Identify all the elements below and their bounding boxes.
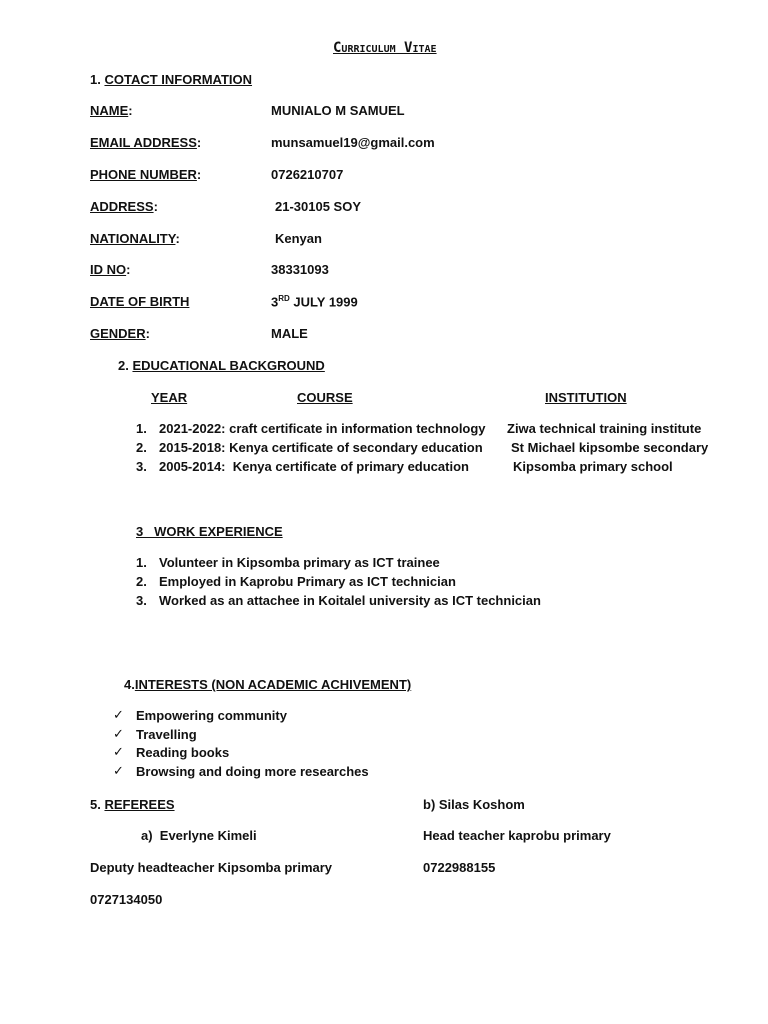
referee-a-phone: 0727134050	[90, 892, 163, 907]
course-column-header: COURSE	[297, 390, 353, 405]
list-item-num: 2.	[136, 440, 147, 455]
nationality-label: NATIONALITY:	[90, 231, 180, 246]
education-section-heading	[118, 358, 325, 373]
interest-item: Reading books	[136, 745, 230, 760]
id-label: ID NO:	[90, 262, 131, 277]
section-title: EDUCATIONAL BACKGROUND	[132, 358, 325, 373]
gender-label: GENDER:	[90, 326, 150, 341]
nationality-value: Kenyan	[275, 231, 322, 246]
list-item-num: 2.	[136, 574, 147, 589]
address-label: ADDRESS:	[90, 199, 158, 214]
id-value: 38331093	[271, 262, 329, 277]
education-item-institution: St Michael kipsombe secondary	[511, 440, 709, 455]
year-column-header: YEAR	[151, 390, 188, 405]
work-item-text: Worked as an attachee in Koitalel university as ICT technician	[159, 593, 541, 608]
referees-section-heading	[90, 797, 175, 812]
section-title: INTERESTS (NON ACADEMIC ACHIVEMENT)	[134, 677, 412, 692]
institution-column-header: INSTITUTION	[545, 390, 627, 405]
name-label: NAME:	[90, 103, 133, 118]
interest-item: Empowering community	[136, 708, 287, 723]
education-item-institution: Kipsomba primary school	[513, 459, 673, 474]
checkmark-icon	[113, 744, 124, 760]
section-title: COTACT INFORMATION	[104, 72, 253, 87]
interest-item: Travelling	[136, 727, 197, 742]
education-item-text: 2005-2014: Kenya certificate of primary education	[159, 459, 469, 474]
work-item-text: Volunteer in Kipsomba primary as ICT trainee	[159, 555, 440, 570]
name-value: MUNIALO M SAMUEL	[271, 103, 405, 118]
section-number: 4.	[124, 677, 135, 692]
education-item-text: 2021-2022: craft certificate in information technology	[159, 421, 486, 436]
referee-b-phone: 0722988155	[423, 860, 496, 875]
address-value: 21-30105 SOY	[275, 199, 362, 214]
page-title: Curriculum Vitae	[333, 40, 437, 56]
work-item-text: Employed in Kaprobu Primary as ICT technician	[159, 574, 456, 589]
referee-a-name: a) Everlyne Kimeli	[141, 828, 257, 843]
phone-value: 0726210707	[271, 167, 344, 182]
gender-value: MALE	[271, 326, 308, 341]
education-item-institution: Ziwa technical training institute	[507, 421, 702, 436]
work-section-heading: 3 WORK EXPERIENCE	[136, 524, 283, 539]
list-item-num: 3.	[136, 459, 147, 474]
interest-item: Browsing and doing more researches	[136, 764, 369, 779]
list-item-num: 1.	[136, 555, 147, 570]
dob-label: DATE OF BIRTH	[90, 294, 190, 309]
email-label: EMAIL ADDRESS:	[90, 135, 202, 150]
referee-b-name: b) Silas Koshom	[423, 797, 525, 812]
checkmark-icon	[113, 707, 124, 723]
list-item-num: 3.	[136, 593, 147, 608]
section-number: 5.	[90, 797, 101, 812]
education-item-text: 2015-2018: Kenya certificate of secondary education	[159, 440, 483, 455]
interests-section-heading	[124, 677, 411, 692]
section-number: 1.	[90, 72, 101, 87]
email-value: munsamuel19@gmail.com	[271, 135, 435, 150]
checkmark-icon	[113, 763, 124, 779]
dob-value: 3RD JULY 1999	[271, 294, 358, 310]
referee-b-title: Head teacher kaprobu primary	[423, 828, 611, 843]
section-title: REFEREES	[104, 797, 175, 812]
checkmark-icon	[113, 726, 124, 742]
phone-label: PHONE NUMBER:	[90, 167, 202, 182]
referee-a-title: Deputy headteacher Kipsomba primary	[90, 860, 333, 875]
list-item-num: 1.	[136, 421, 147, 436]
section-number: 2.	[118, 358, 129, 373]
contact-section-heading	[90, 72, 252, 87]
